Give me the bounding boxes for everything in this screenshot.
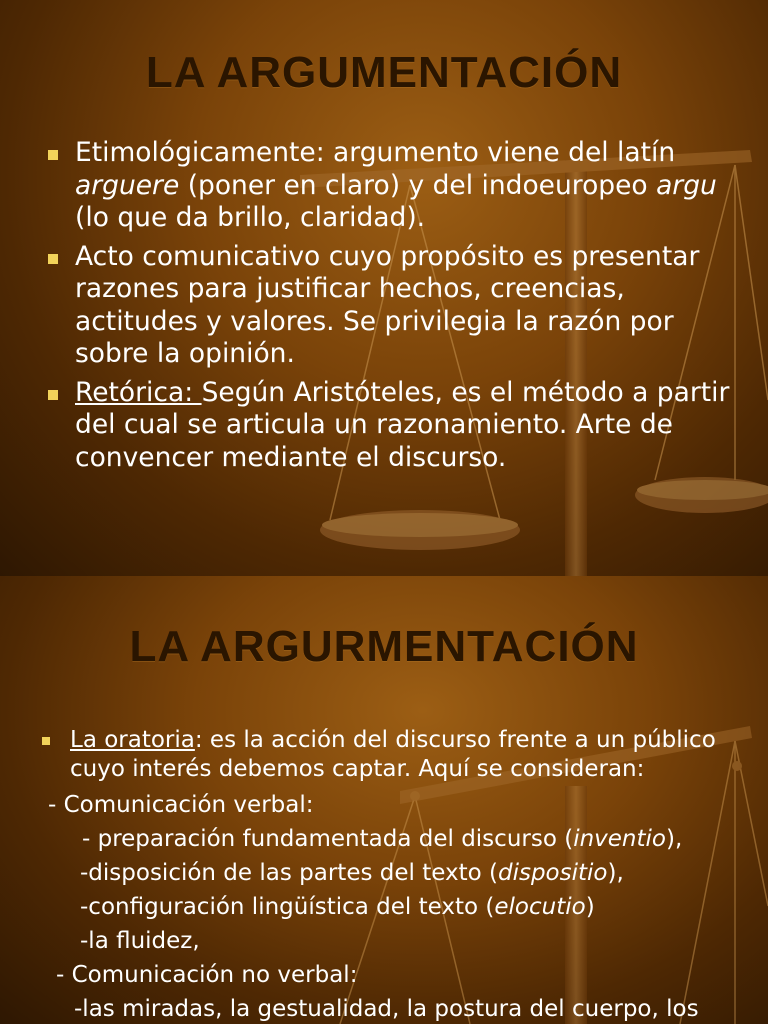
line-text: ) [585,894,595,920]
bullet-etymology [44,137,744,235]
line-text: -configuración lingüística del texto ( [80,894,495,920]
line-text: - Comunicación no verbal: [56,962,358,988]
bullet-oratory [40,726,740,784]
rhetoric-term: Retórica: [75,376,202,408]
etymology-text-2: (poner en claro) y del indoeuropeo [179,169,657,201]
slide-2-title: LA ARGURMENTACIÓN [129,622,639,671]
nonverbal-communication-heading [40,958,740,992]
oratory-text: : es la acción del discurso frente a un público cuyo interés debemos captar. Aquí se consideran: [70,727,716,782]
bullet-communicative-act [44,241,744,371]
latin-term: inventio [573,826,666,852]
line-text: -las miradas, la gestualidad, la postura del cuerpo, los [74,996,699,1022]
indoeuropean-word: argu [656,169,717,201]
latin-term: elocutio [494,894,586,920]
slide-2 [0,576,768,1024]
line-text: - preparación fundamentada del discurso ( [82,826,574,852]
oratory-term: La oratoria [70,727,195,753]
bullet-square-icon [48,390,58,400]
etymology-text-3: (lo que da brillo, claridad). [75,202,426,233]
slide-1-bullet-list [44,137,744,480]
latin-term: dispositio [497,860,608,886]
inventio-line [40,822,740,856]
line-text: ), [607,860,624,886]
gestures-line [40,992,740,1024]
bullet-rhetoric [44,377,744,475]
line-text: -la fluidez, [80,928,200,954]
bullet-square-icon [42,737,50,745]
verbal-communication-heading [40,788,740,822]
slide-2-body [40,726,740,1024]
communicative-act-text: Acto comunicativo cuyo propósito es presentar razones para justificar hechos, creencias, actitudes y valores. Se privilegia la razón por sobre la opinión. [75,240,700,369]
etymology-text: Etimológicamente: argumento viene del latín [75,137,676,168]
latin-word: arguere [75,169,180,201]
fluency-line [40,924,740,958]
line-text: ), [665,826,683,852]
slide-1-title: LA ARGUMENTACIÓN [145,48,623,97]
elocutio-line [40,890,740,924]
dispositio-line [40,856,740,890]
bullet-square-icon [48,254,58,264]
line-text: -disposición de las partes del texto ( [80,860,498,886]
bullet-square-icon [48,150,58,160]
line-text: - Comunicación verbal: [48,792,314,818]
rhetoric-text: Según Aristóteles, es el método a partir del cual se articula un razonamiento. Arte de convencer mediante el discurso. [75,376,730,473]
